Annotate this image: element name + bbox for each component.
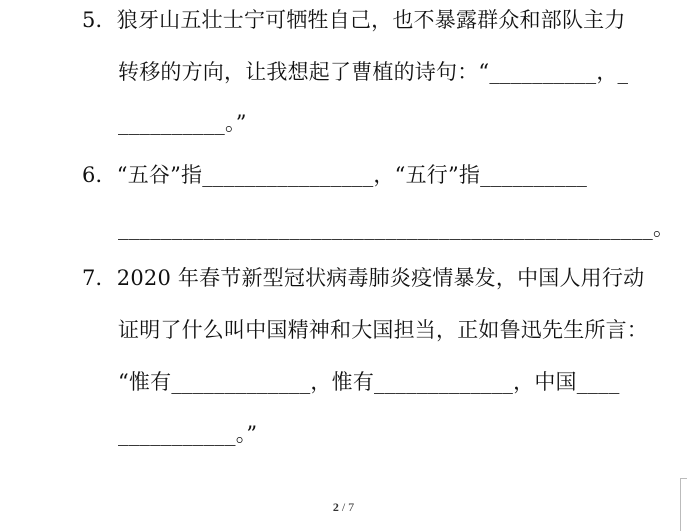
page-corner-mark: [680, 478, 687, 531]
question-7-line-2: 证明了什么叫中国精神和大国担当，正如鲁迅先生所言：: [118, 318, 648, 342]
question-6-line-2: __________________________________________________。: [118, 216, 675, 240]
question-7-line-1: 7．2020 年春节新型冠状病毒肺炎疫情暴发，中国人用行动: [82, 266, 645, 290]
total-pages-number: 7: [348, 500, 355, 514]
current-page-number: 2: [332, 500, 339, 514]
question-7-line-4: ___________。”: [118, 422, 258, 446]
question-7-line-3: “惟有_____________，惟有_____________，中国____: [118, 370, 620, 394]
question-5-line-1: 5．狼牙山五壮士宁可牺牲自己，也不暴露群众和部队主力: [82, 8, 626, 32]
question-5-line-2: 转移的方向，让我想起了曹植的诗句：“__________，_: [118, 60, 629, 84]
page-number: [0, 499, 687, 515]
page-separator: /: [341, 500, 346, 514]
question-6-line-1: 6．“五谷”指________________，“五行”指__________: [82, 163, 588, 187]
question-5-line-3: __________。”: [118, 111, 247, 135]
